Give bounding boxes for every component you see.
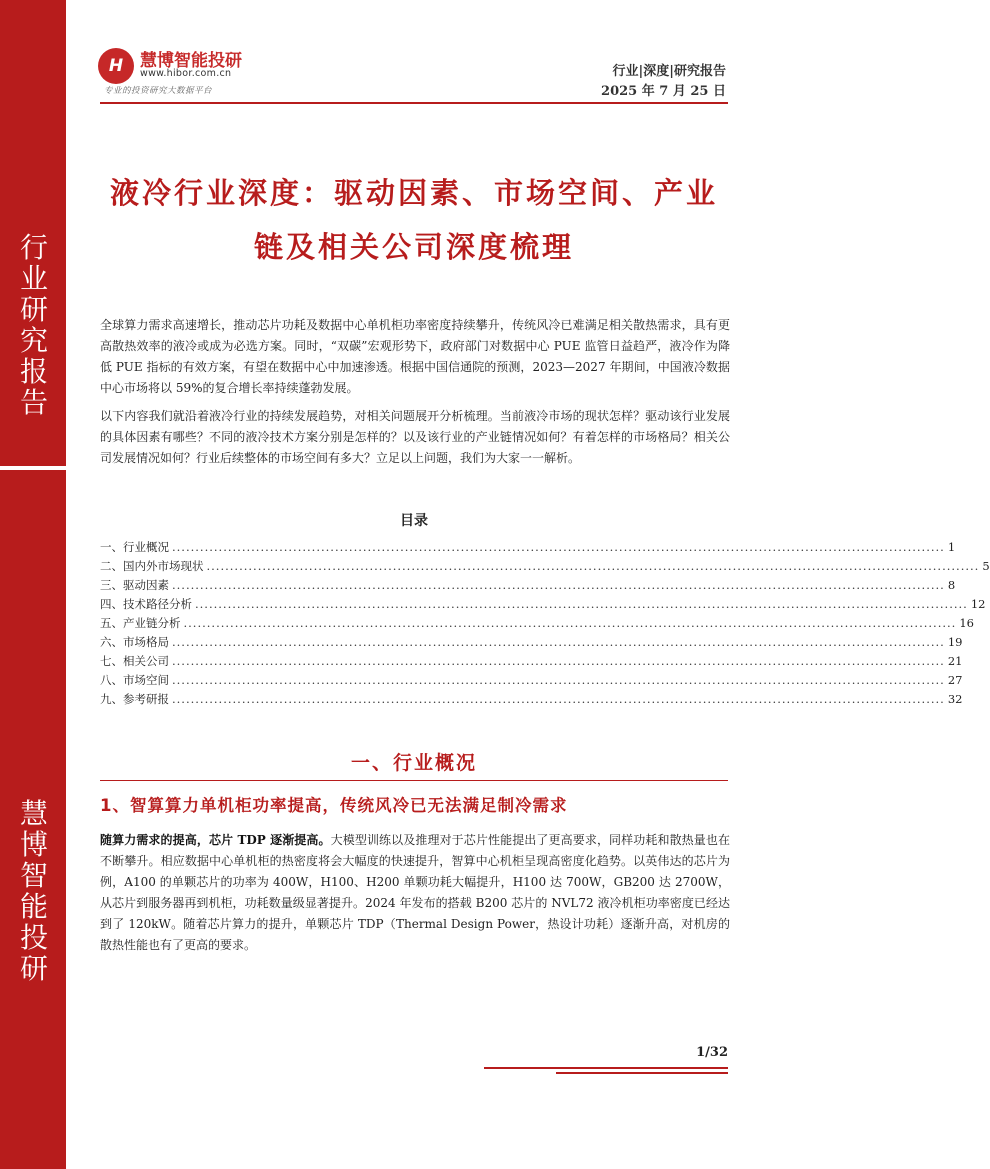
brand-logo [98, 46, 258, 100]
toc-item[interactable] [100, 634, 963, 653]
toc-title: 目录 [400, 513, 428, 529]
page-title: 液冷行业深度：驱动因素、市场空间、产业链及相关公司深度梳理 [109, 176, 718, 264]
toc-item-page: 5 [982, 559, 990, 573]
toc-leader-dots: ...................................................................................................................................................................... [172, 540, 945, 554]
report-date: 2025 年 7 月 25 日 [601, 84, 726, 99]
intro-paragraph-1: 全球算力需求高速增长，推动芯片功耗及数据中心单机柜功率密度持续攀升，传统风冷已难满足相关散热需求，具有更高散热效率的液冷或成为必选方案。同时，“双碳”宏观形势下，政府部门对数据中心 PUE 监管日益趋严，液冷作为降低 PUE 指标的有效方案，有望在数据中心中加速渗透。根据中国信通院的预测，2023—2027 年期间，中国液冷数据中心市场将以 59%的复合增长率持续蓬勃发展。 [100, 318, 730, 395]
toc-leader-dots: ...................................................................................................................................................................... [172, 578, 945, 592]
sidebar-band [0, 0, 66, 1169]
toc-item-label: 六、市场格局 [100, 635, 169, 649]
logo-url: www.hibor.com.cn [140, 68, 232, 79]
toc-item-label: 八、市场空间 [100, 673, 169, 687]
logo-slogan: 专业的投资研究大数据平台 [104, 86, 213, 96]
toc-item-page: 21 [947, 654, 963, 668]
toc-item-label: 二、国内外市场现状 [100, 559, 204, 573]
toc-item-page: 19 [947, 635, 963, 649]
toc-item-label: 九、参考研报 [100, 692, 169, 706]
report-type: 行业|深度|研究报告 [612, 64, 726, 79]
toc-leader-dots: ...................................................................................................................................................................... [206, 559, 980, 573]
toc-item-label: 五、产业链分析 [100, 616, 181, 630]
footer-rule [556, 1072, 728, 1074]
toc-leader-dots: ...................................................................................................................................................................... [172, 654, 945, 668]
toc-item-label: 一、行业概况 [100, 540, 169, 554]
toc-item[interactable] [100, 596, 986, 615]
toc-item-page: 12 [970, 597, 986, 611]
toc-item-page: 27 [947, 673, 963, 687]
toc-item-label: 四、技术路径分析 [100, 597, 192, 611]
toc-item[interactable] [100, 653, 963, 672]
toc-item-page: 8 [947, 578, 956, 592]
logo-mark-icon: H [98, 48, 134, 84]
table-of-contents [100, 539, 990, 710]
toc-leader-dots: ...................................................................................................................................................................... [172, 635, 945, 649]
toc-leader-dots: ...................................................................................................................................................................... [195, 597, 968, 611]
page-number: 1/32 [696, 1045, 728, 1060]
toc-leader-dots: ...................................................................................................................................................................... [172, 673, 945, 687]
toc-item-page: 1 [947, 540, 956, 554]
sidebar-brand-label: 慧博智能投研 [19, 797, 48, 985]
toc-item-label: 三、驱动因素 [100, 578, 169, 592]
section-heading: 一、行业概况 [350, 752, 477, 774]
toc-item-page: 32 [947, 692, 963, 706]
intro-paragraph-2: 以下内容我们就沿着液冷行业的持续发展趋势，对相关问题展开分析梳理。当前液冷市场的现状怎样？驱动该行业发展的具体因素有哪些？不同的液冷技术方案分别是怎样的？以及该行业的产业链情况如何？有着怎样的市场格局？相关公司发展情况如何？行业后续整体的市场空间有多大？立足以上问题，我们为大家一一解析。 [100, 409, 730, 465]
sidebar-divider [0, 466, 66, 470]
header-divider [100, 102, 728, 104]
sidebar-report-label: 行业研究报告 [19, 231, 48, 419]
logo-name: 慧博智能投研 [140, 51, 242, 71]
toc-item-label: 七、相关公司 [100, 654, 169, 668]
section-divider [100, 780, 728, 781]
toc-item[interactable] [100, 539, 956, 558]
toc-leader-dots: ...................................................................................................................................................................... [172, 692, 945, 706]
toc-item[interactable] [100, 615, 974, 634]
body-text: 大模型训练以及推理对于芯片性能提出了更高要求，同样功耗和散热量也在不断攀升。相应数据中心单机柜的热密度将会大幅度的快速提升，智算中心机柜呈现高密度化趋势。以英伟达的芯片为例，A100 的单颗芯片的功率为 400W，H100、H200 单颗功耗大幅提升，H100 达 700W，GB200 达 2700W，从芯片到服务器再到机柜，功耗数量级显著提升。2024 年发布的搭载 B200 芯片的 NVL72 液冷机柜功率密度已经达到了 120kW。随着芯片算力的提升，单颗芯片 TDP（Thermal Design Power，热设计功耗）逐渐升高，对机房的散热性能也有了更高的要求。 [100, 833, 730, 952]
body-paragraph [100, 830, 730, 956]
body-lead-bold: 随算力需求的提高，芯片 TDP 逐渐提高。 [100, 833, 331, 847]
toc-item[interactable] [100, 558, 990, 577]
toc-item[interactable] [100, 577, 956, 596]
toc-item[interactable] [100, 672, 963, 691]
toc-leader-dots: ...................................................................................................................................................................... [183, 616, 957, 630]
toc-item[interactable] [100, 691, 963, 710]
toc-item-page: 16 [959, 616, 974, 630]
footer-rule [484, 1067, 728, 1069]
sub-heading: 1、智算算力单机柜功率提高，传统风冷已无法满足制冷需求 [100, 796, 568, 815]
